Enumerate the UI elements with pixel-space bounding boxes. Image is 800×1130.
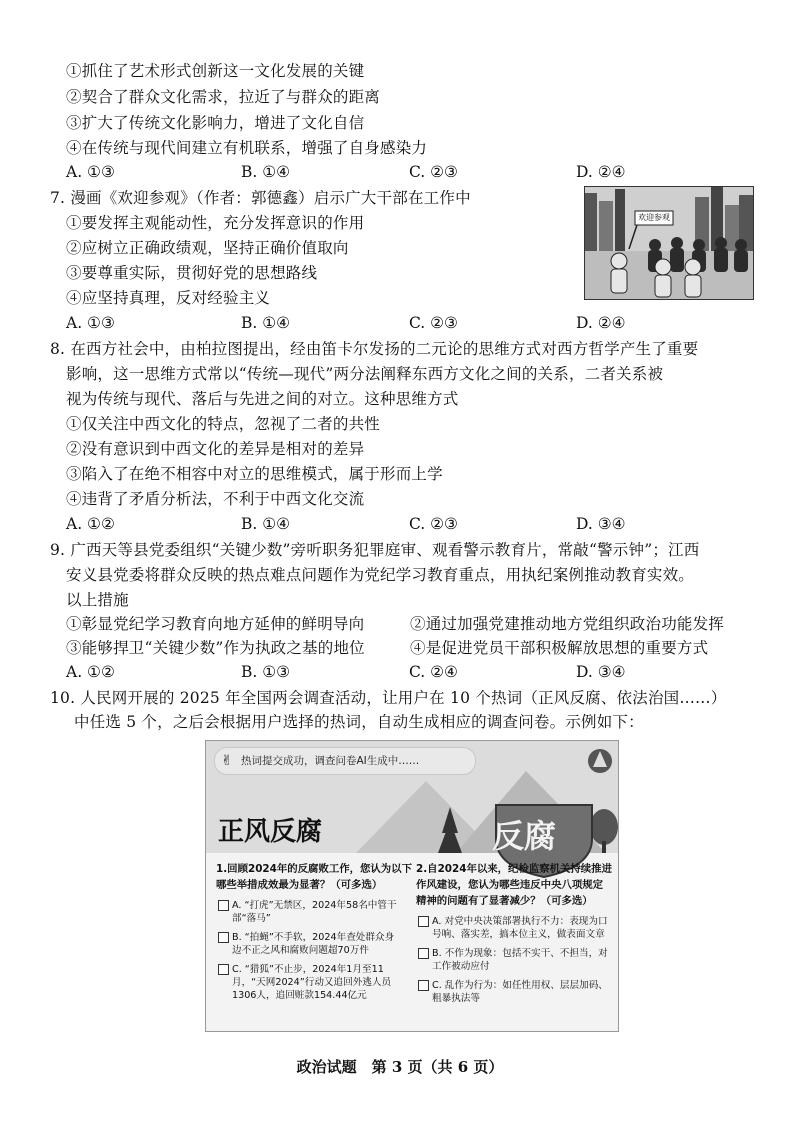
survey-q1-option-a-text: A. “打虎”无禁区，2024年58名中管干 部“落马” (232, 900, 397, 924)
survey-q1-option-b[interactable] (216, 931, 412, 957)
q9-item-2: ②通过加强党建推动地方党组织政治功能发挥 (410, 615, 725, 633)
q6-item-2: ②契合了群众文化需求，拉近了与群众的距离 (66, 88, 381, 106)
q7-option-a[interactable]: A. ①③ (66, 314, 115, 332)
q8-item-1: ①仅关注中西文化的特点，忽视了二者的共性 (66, 415, 381, 433)
survey-question-2-text: 2.自2024年以来，纪检监察机关持续推进 作风建设，您认为哪些违反中央八项规定 精神的问题有了显著减少？（可多选） (416, 863, 612, 907)
survey-q1-option-c[interactable] (216, 963, 412, 1002)
q8-stem-line-3: 视为传统与现代、落后与先进之间的对立。这种思维方式 (66, 390, 459, 408)
cartoon-sign-text: 欢迎参观 (638, 213, 670, 222)
q6-item-4: ④在传统与现代间建立有机联系，增强了自身感染力 (66, 139, 428, 157)
victory-hand-icon: ✌ (221, 753, 233, 769)
survey-q2-option-b-text: B. 不作为现象：包括不实干、不担当，对 工作被动应付 (432, 948, 608, 972)
survey-q2-option-a[interactable] (416, 915, 612, 941)
survey-q2-option-c-text: C. 乱作为行为：如任性用权、层层加码、 粗暴执法等 (432, 980, 608, 1004)
q7-item-4: ④应坚持真理，反对经验主义 (66, 289, 271, 307)
q9-stem-line-3: 以上措施 (66, 591, 129, 609)
q8-option-c[interactable]: C. ②③ (409, 515, 458, 533)
survey-q1-option-a[interactable] (216, 899, 412, 925)
survey-question-1 (216, 861, 412, 1002)
q8-item-2: ②没有意识到中西文化的差异是相对的差异 (66, 440, 365, 458)
q7-item-2: ②应树立正确政绩观，坚持正确价值取向 (66, 239, 349, 257)
q10-stem-line-2: 中任选 5 个，之后会根据用户选择的热词，自动生成相应的调查问卷。示例如下： (74, 713, 644, 731)
q9-option-b[interactable]: B. ①③ (241, 663, 291, 681)
q8-option-b[interactable]: B. ①④ (241, 515, 291, 533)
q8-stem-line-1: 8. 在西方社会中，由柏拉图提出，经由笛卡尔发扬的二元论的思维方式对西方哲学产生了重要 (50, 340, 699, 358)
survey-banner-text: 热词提交成功，调查问卷AI生成中…… (241, 755, 420, 767)
checkbox-icon[interactable] (218, 932, 229, 943)
q7-option-b[interactable]: B. ①④ (241, 314, 291, 332)
survey-q2-option-c[interactable] (416, 979, 612, 1005)
q8-item-4: ④违背了矛盾分析法，不利于中西文化交流 (66, 490, 365, 508)
survey-banner (214, 747, 476, 775)
q9-stem-line-2: 安义县党委将群众反映的热点难点问题作为党纪学习教育重点，用执纪案例推动教育实效。 (66, 566, 695, 584)
survey-q1-option-b-text: B. “拍蝇”不手软，2024年查处群众身 边不正之风和腐败问题超70万件 (232, 932, 395, 956)
survey-topic-title: 正风反腐 (218, 817, 323, 847)
checkbox-icon[interactable] (218, 900, 229, 911)
q7-item-1: ①要发挥主观能动性，充分发挥意识的作用 (66, 214, 365, 232)
q6-option-d[interactable]: D. ②④ (576, 163, 626, 181)
survey-question-2 (416, 861, 612, 1005)
q9-option-c[interactable]: C. ②④ (409, 663, 458, 681)
q10-stem-line-1: 10. 人民网开展的 2025 年全国两会调查活动，让用户在 10 个热词（正风反腐、依法治国……） (50, 689, 727, 707)
survey-example-image (205, 740, 619, 1032)
q9-option-a[interactable]: A. ①② (66, 663, 115, 681)
q6-option-b[interactable]: B. ①④ (241, 163, 291, 181)
q6-option-a[interactable]: A. ①③ (66, 163, 115, 181)
checkbox-icon[interactable] (418, 916, 429, 927)
q7-item-3: ③要尊重实际，贯彻好党的思想路线 (66, 264, 318, 282)
checkbox-icon[interactable] (418, 948, 429, 959)
cartoon-welcome-visit (584, 186, 754, 300)
q8-item-3: ③陷入了在绝不相容中对立的思维模式，属于形而上学 (66, 465, 443, 483)
survey-q2-option-a-text: A. 对党中央决策部署执行不力：表现为口 号响、落实差，搞本位主义，做表面文章 (432, 916, 608, 940)
q9-stem-line-1: 9. 广西天等县党委组织“关键少数”旁听职务犯罪庭审、观看警示教育片，常敲“警示钟”；江西 (50, 541, 700, 559)
q9-option-d[interactable]: D. ③④ (576, 663, 626, 681)
q9-item-1: ①彰显党纪学习教育向地方延伸的鲜明导向 (66, 615, 365, 633)
survey-q1-option-c-text: C. “猎狐”不止步，2024年1月至11 月，“天网2024”行动又追回外逃人员 1306人，追回赃款154.44亿元 (232, 964, 392, 1001)
survey-q2-option-b[interactable] (416, 947, 612, 973)
survey-question-1-text: 1.回顾2024年的反腐败工作，您认为以下 哪些举措成效最为显著？（可多选） (216, 863, 412, 891)
q7-option-d[interactable]: D. ②④ (576, 314, 626, 332)
q8-stem-line-2: 影响，这一思维方式常以“传统—现代”两分法阐释东西方文化之间的关系，二者关系被 (66, 365, 664, 383)
q6-option-c[interactable]: C. ②③ (409, 163, 458, 181)
page-footer: 政治试题 第 3 页（共 6 页） (296, 1058, 504, 1076)
q7-option-c[interactable]: C. ②③ (409, 314, 458, 332)
q7-stem: 7. 漫画《欢迎参观》（作者：郭德鑫）启示广大干部在工作中 (50, 189, 471, 207)
q8-option-a[interactable]: A. ①② (66, 515, 115, 533)
checkbox-icon[interactable] (418, 980, 429, 991)
checkbox-icon[interactable] (218, 964, 229, 975)
survey-shield-text: 反腐 (492, 817, 557, 855)
q6-item-1: ①抓住了艺术形式创新这一文化发展的关键 (66, 62, 365, 80)
q8-option-d[interactable]: D. ③④ (576, 515, 626, 533)
cartoon-illustration (585, 187, 753, 299)
q6-item-3: ③扩大了传统文化影响力，增进了文化自信 (66, 114, 365, 132)
q9-item-4: ④是促进党员干部积极解放思想的重要方式 (410, 639, 709, 657)
q9-item-3: ③能够捍卫“关键少数”作为执政之基的地位 (66, 639, 365, 657)
